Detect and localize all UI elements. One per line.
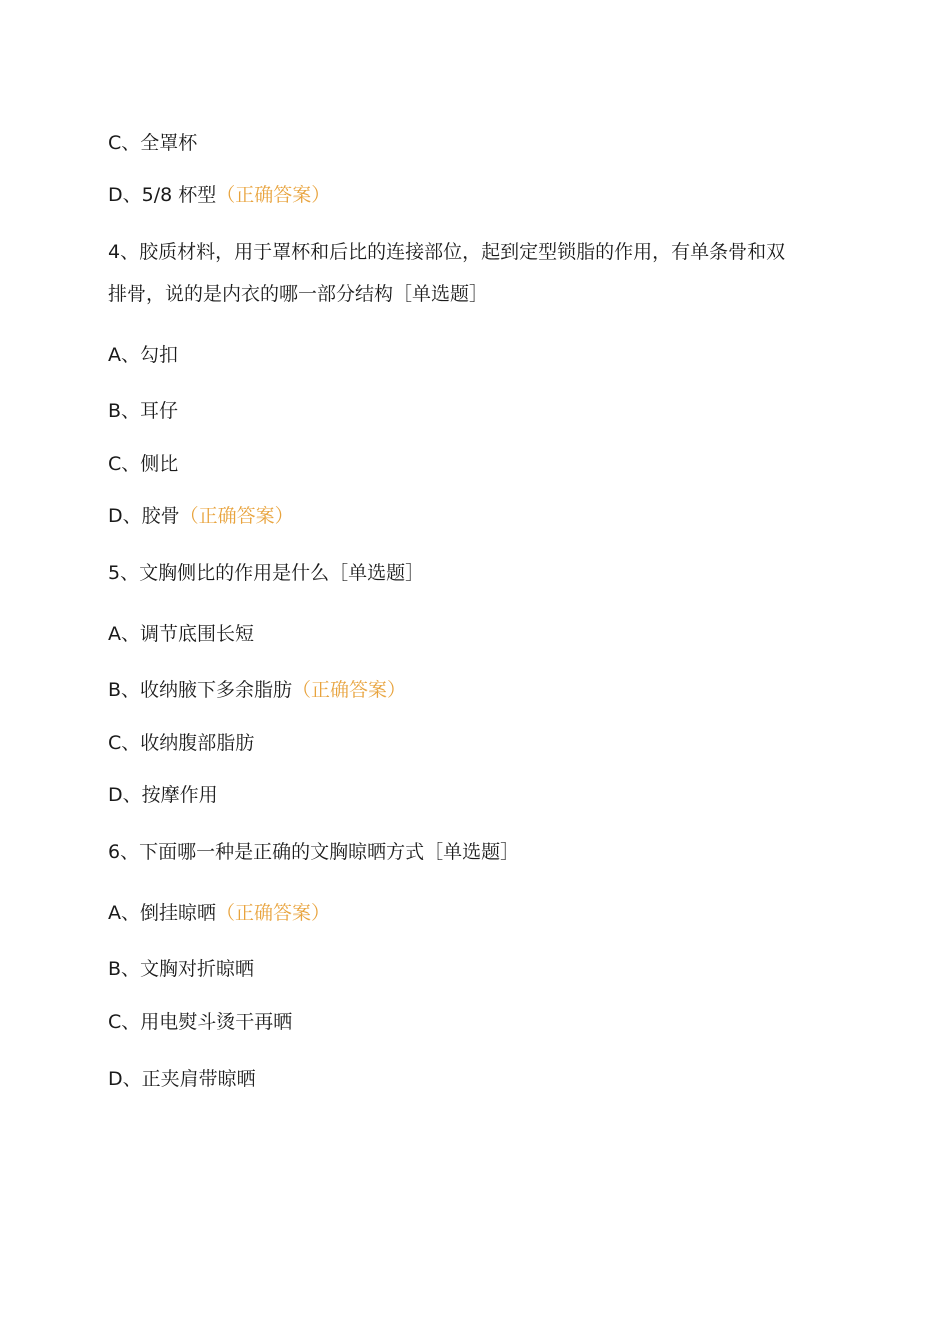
correct-answer-marker: （正确答案） [216,902,331,924]
option-line: A、倒挂晾晒（正确答案） [108,902,331,924]
option-line: B、耳仔 [108,400,179,422]
option-line: A、调节底围长短 [108,623,254,645]
correct-answer-marker: （正确答案） [292,679,407,701]
option-line: C、侧比 [108,453,179,475]
question-text: 排骨，说的是内衣的哪一部分结构［单选题］ [108,283,489,305]
option-line: B、收纳腋下多余脂肪（正确答案） [108,679,407,701]
correct-answer-marker: （正确答案） [216,184,331,206]
option-line: C、全罩杯 [108,132,198,154]
question-text: 6、下面哪一种是正确的文胸晾晒方式［单选题］ [108,841,520,863]
option-line: D、按摩作用 [108,784,218,806]
option-line: D、正夹肩带晾晒 [108,1068,256,1090]
option-line: B、文胸对折晾晒 [108,958,255,980]
correct-answer-marker: （正确答案） [179,505,294,527]
option-line: C、用电熨斗烫干再晒 [108,1011,293,1033]
option-line: C、收纳腹部脂肪 [108,732,255,754]
question-text: 4、胶质材料，用于罩杯和后比的连接部位，起到定型锁脂的作用，有单条骨和双 [108,241,786,263]
option-line: D、5/8 杯型（正确答案） [108,184,331,206]
question-text: 5、文胸侧比的作用是什么［单选题］ [108,562,425,584]
option-line: A、勾扣 [108,344,178,366]
option-line: D、胶骨（正确答案） [108,505,294,527]
